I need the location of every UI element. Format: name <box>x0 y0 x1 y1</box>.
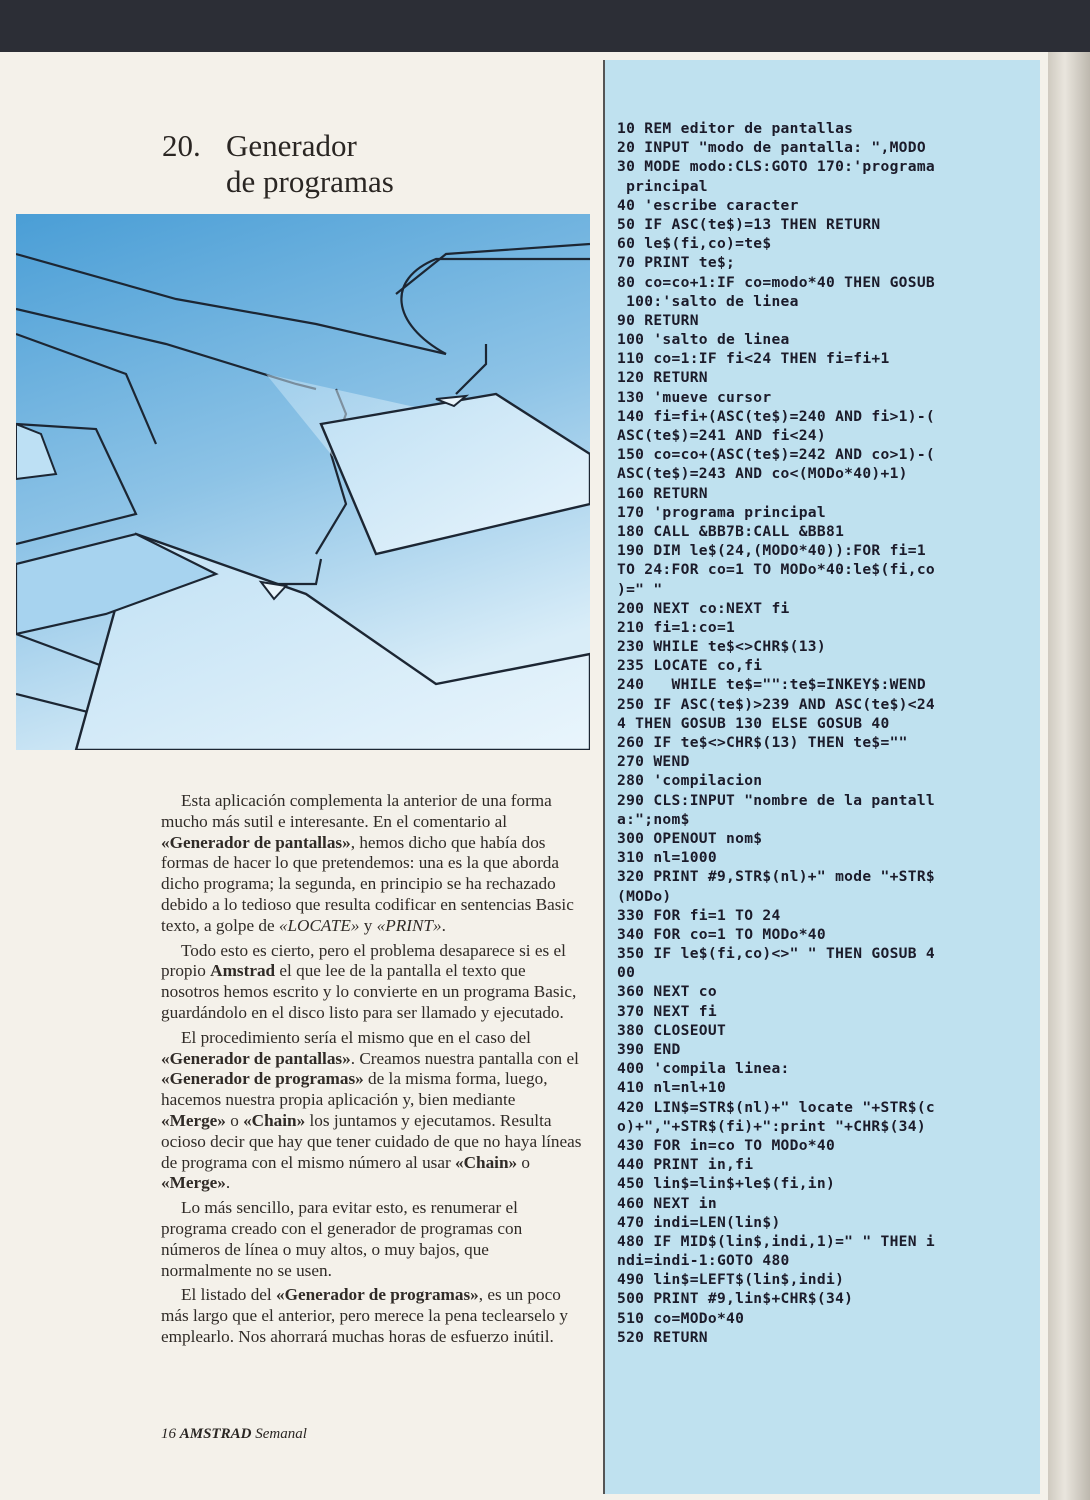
article-title-line2: de programas <box>226 164 394 199</box>
article-body <box>161 791 582 1352</box>
page-footer <box>161 1426 307 1443</box>
listing-line: 160 RETURN <box>617 484 708 502</box>
body-paragraph: El listado del «Generador de programas», es un poco más largo que el anterior, pero merece la pena teclearselo y emplearlo. Nos ahorrará muchas horas de esfuerzo inútil. <box>161 1285 568 1346</box>
listing-line: 430 FOR in=co TO MODo*40 <box>617 1136 836 1154</box>
basic-listing <box>617 119 1027 1347</box>
listing-line: 250 IF ASC(te$)>239 AND ASC(te$)<24 <box>617 695 936 713</box>
listing-line: 110 co=1:IF fi<24 THEN fi=fi+1 <box>617 350 890 368</box>
listing-line: 460 NEXT in <box>617 1194 717 1212</box>
flowchart-illustration <box>16 214 590 750</box>
listing-line: a:";nom$ <box>617 810 690 828</box>
listing-line: )=" " <box>617 580 663 598</box>
listing-line: 100:'salto de linea <box>617 292 799 310</box>
body-paragraph: Lo más sencillo, para evitar esto, es renumerar el programa creado con el generador de programas con números de línea o muy altos, o muy bajos, que normalmente no se usen. <box>161 1198 523 1280</box>
listing-line: 400 'compila linea: <box>617 1060 790 1078</box>
article-title-line1: Generador <box>226 128 357 163</box>
listing-line: 370 NEXT fi <box>617 1002 717 1020</box>
listing-line: 300 OPENOUT nom$ <box>617 829 763 847</box>
listing-line: o)+","+STR$(fi)+":print "+CHR$(34) <box>617 1117 926 1135</box>
listing-line: 4 THEN GOSUB 130 ELSE GOSUB 40 <box>617 714 890 732</box>
listing-line: 350 IF le$(fi,co)<>" " THEN GOSUB 4 <box>617 945 936 963</box>
listing-line: 200 NEXT co:NEXT fi <box>617 599 790 617</box>
listing-line: 190 DIM le$(24,(MODO*40)):FOR fi=1 <box>617 542 926 560</box>
listing-line: 320 PRINT #9,STR$(nl)+" mode "+STR$ <box>617 868 936 886</box>
listing-line: 230 WHILE te$<>CHR$(13) <box>617 638 826 656</box>
listing-line: ASC(te$)=243 AND co<(MODo*40)+1) <box>617 465 908 483</box>
listing-line: 120 RETURN <box>617 369 708 387</box>
listing-line: (MODo) <box>617 887 672 905</box>
listing-line: 420 LIN$=STR$(nl)+" locate "+STR$(c <box>617 1098 936 1116</box>
page-edge <box>1048 52 1090 1500</box>
listing-line: ndi=indi-1:GOTO 480 <box>617 1252 790 1270</box>
listing-line: 140 fi=fi+(ASC(te$)=240 AND fi>1)-( <box>617 407 936 425</box>
listing-line: 510 co=MODo*40 <box>617 1309 745 1327</box>
listing-line: 150 co=co+(ASC(te$)=242 AND co>1)-( <box>617 446 936 464</box>
listing-line: 360 NEXT co <box>617 983 717 1001</box>
body-paragraph: Esta aplicación complementa la anterior de una forma mucho más sutil e interesante. En el comentario al «Generador de pantallas», hemos dicho que había dos formas de hacer lo que pretendemos: una es la que aborda dicho programa; la segunda, en principio se ha rechazado debido a lo tedioso que resulta codificar en sentencias Basic texto, a golpe de «LOCATE» y «PRINT». <box>161 791 574 935</box>
listing-line: 340 FOR co=1 TO MODo*40 <box>617 925 826 943</box>
magazine-issue: Semanal <box>255 1426 307 1442</box>
listing-line: 210 fi=1:co=1 <box>617 618 736 636</box>
listing-line: 30 MODE modo:CLS:GOTO 170:'programa <box>617 158 936 176</box>
listing-line: 310 nl=1000 <box>617 849 717 867</box>
listing-line: 490 lin$=LEFT$(lin$,indi) <box>617 1271 845 1289</box>
listing-line: ASC(te$)=241 AND fi<24) <box>617 427 826 444</box>
scan-border-top <box>0 0 1090 52</box>
listing-line: 480 IF MID$(lin$,indi,1)=" " THEN i <box>617 1232 936 1250</box>
listing-line: 270 WEND <box>617 753 690 771</box>
listing-line: 280 'compilacion <box>617 772 763 790</box>
listing-line: 450 lin$=lin$+le$(fi,in) <box>617 1175 836 1193</box>
listing-line: TO 24:FOR co=1 TO MODo*40:le$(fi,co <box>617 561 936 579</box>
listing-line: 40 'escribe caracter <box>617 196 799 214</box>
listing-line: 520 RETURN <box>617 1328 708 1346</box>
body-paragraph: Todo esto es cierto, pero el problema desaparece si es el propio Amstrad el que lee de la pantalla el texto que nosotros hemos escrito y lo convierte en un programa Basic, guardándolo en el disco listo para ser llamado y ejecutado. <box>161 940 577 1022</box>
body-paragraph: El procedimiento sería el mismo que en el caso del «Generador de pantallas». Creamos nuestra pantalla con el «Generador de programas» de la misma forma, luego, hacemos nuestra propia aplicación y, bien mediante «Merge» o «Chain» los juntamos y ejecutamos. Resulta ocioso decir que hay que tener cuidado de que no haya líneas de programa con el mismo número al usar «Chain» o «Merge». <box>161 1027 582 1193</box>
listing-line: 440 PRINT in,fi <box>617 1156 754 1174</box>
listing-line: 500 PRINT #9,lin$+CHR$(34) <box>617 1290 854 1308</box>
listing-line: 100 'salto de linea <box>617 331 790 349</box>
listing-line: 50 IF ASC(te$)=13 THEN RETURN <box>617 215 881 233</box>
listing-line: 380 CLOSEOUT <box>617 1021 727 1039</box>
listing-line: 60 le$(fi,co)=te$ <box>617 235 772 253</box>
magazine-name: AMSTRAD <box>179 1426 252 1442</box>
listing-line: 290 CLS:INPUT "nombre de la pantall <box>617 791 936 809</box>
listing-line: 240 WHILE te$="":te$=INKEY$:WEND <box>617 676 926 694</box>
listing-line: 235 LOCATE co,fi <box>617 657 763 675</box>
listing-line: 80 co=co+1:IF co=modo*40 THEN GOSUB <box>617 273 936 291</box>
listing-line: 20 INPUT "modo de pantalla: ",MODO <box>617 139 926 157</box>
listing-line: 70 PRINT te$; <box>617 254 736 272</box>
article-number: 20. <box>162 128 201 163</box>
listing-line: principal <box>617 177 708 195</box>
listing-line: 130 'mueve cursor <box>617 388 772 406</box>
listing-line: 260 IF te$<>CHR$(13) THEN te$="" <box>617 734 908 751</box>
listing-line: 330 FOR fi=1 TO 24 <box>617 906 781 924</box>
listing-line: 390 END <box>617 1041 681 1058</box>
listing-line: 470 indi=LEN(lin$) <box>617 1213 781 1231</box>
listing-line: 10 REM editor de pantallas <box>617 120 854 137</box>
listing-line: 410 nl=nl+10 <box>617 1079 727 1097</box>
listing-line: 90 RETURN <box>617 311 699 329</box>
listing-line: 180 CALL &BB7B:CALL &BB81 <box>617 522 845 540</box>
listing-line: 170 'programa principal <box>617 503 826 521</box>
listing-line: 00 <box>617 964 636 982</box>
page-number: 16 <box>161 1426 176 1442</box>
